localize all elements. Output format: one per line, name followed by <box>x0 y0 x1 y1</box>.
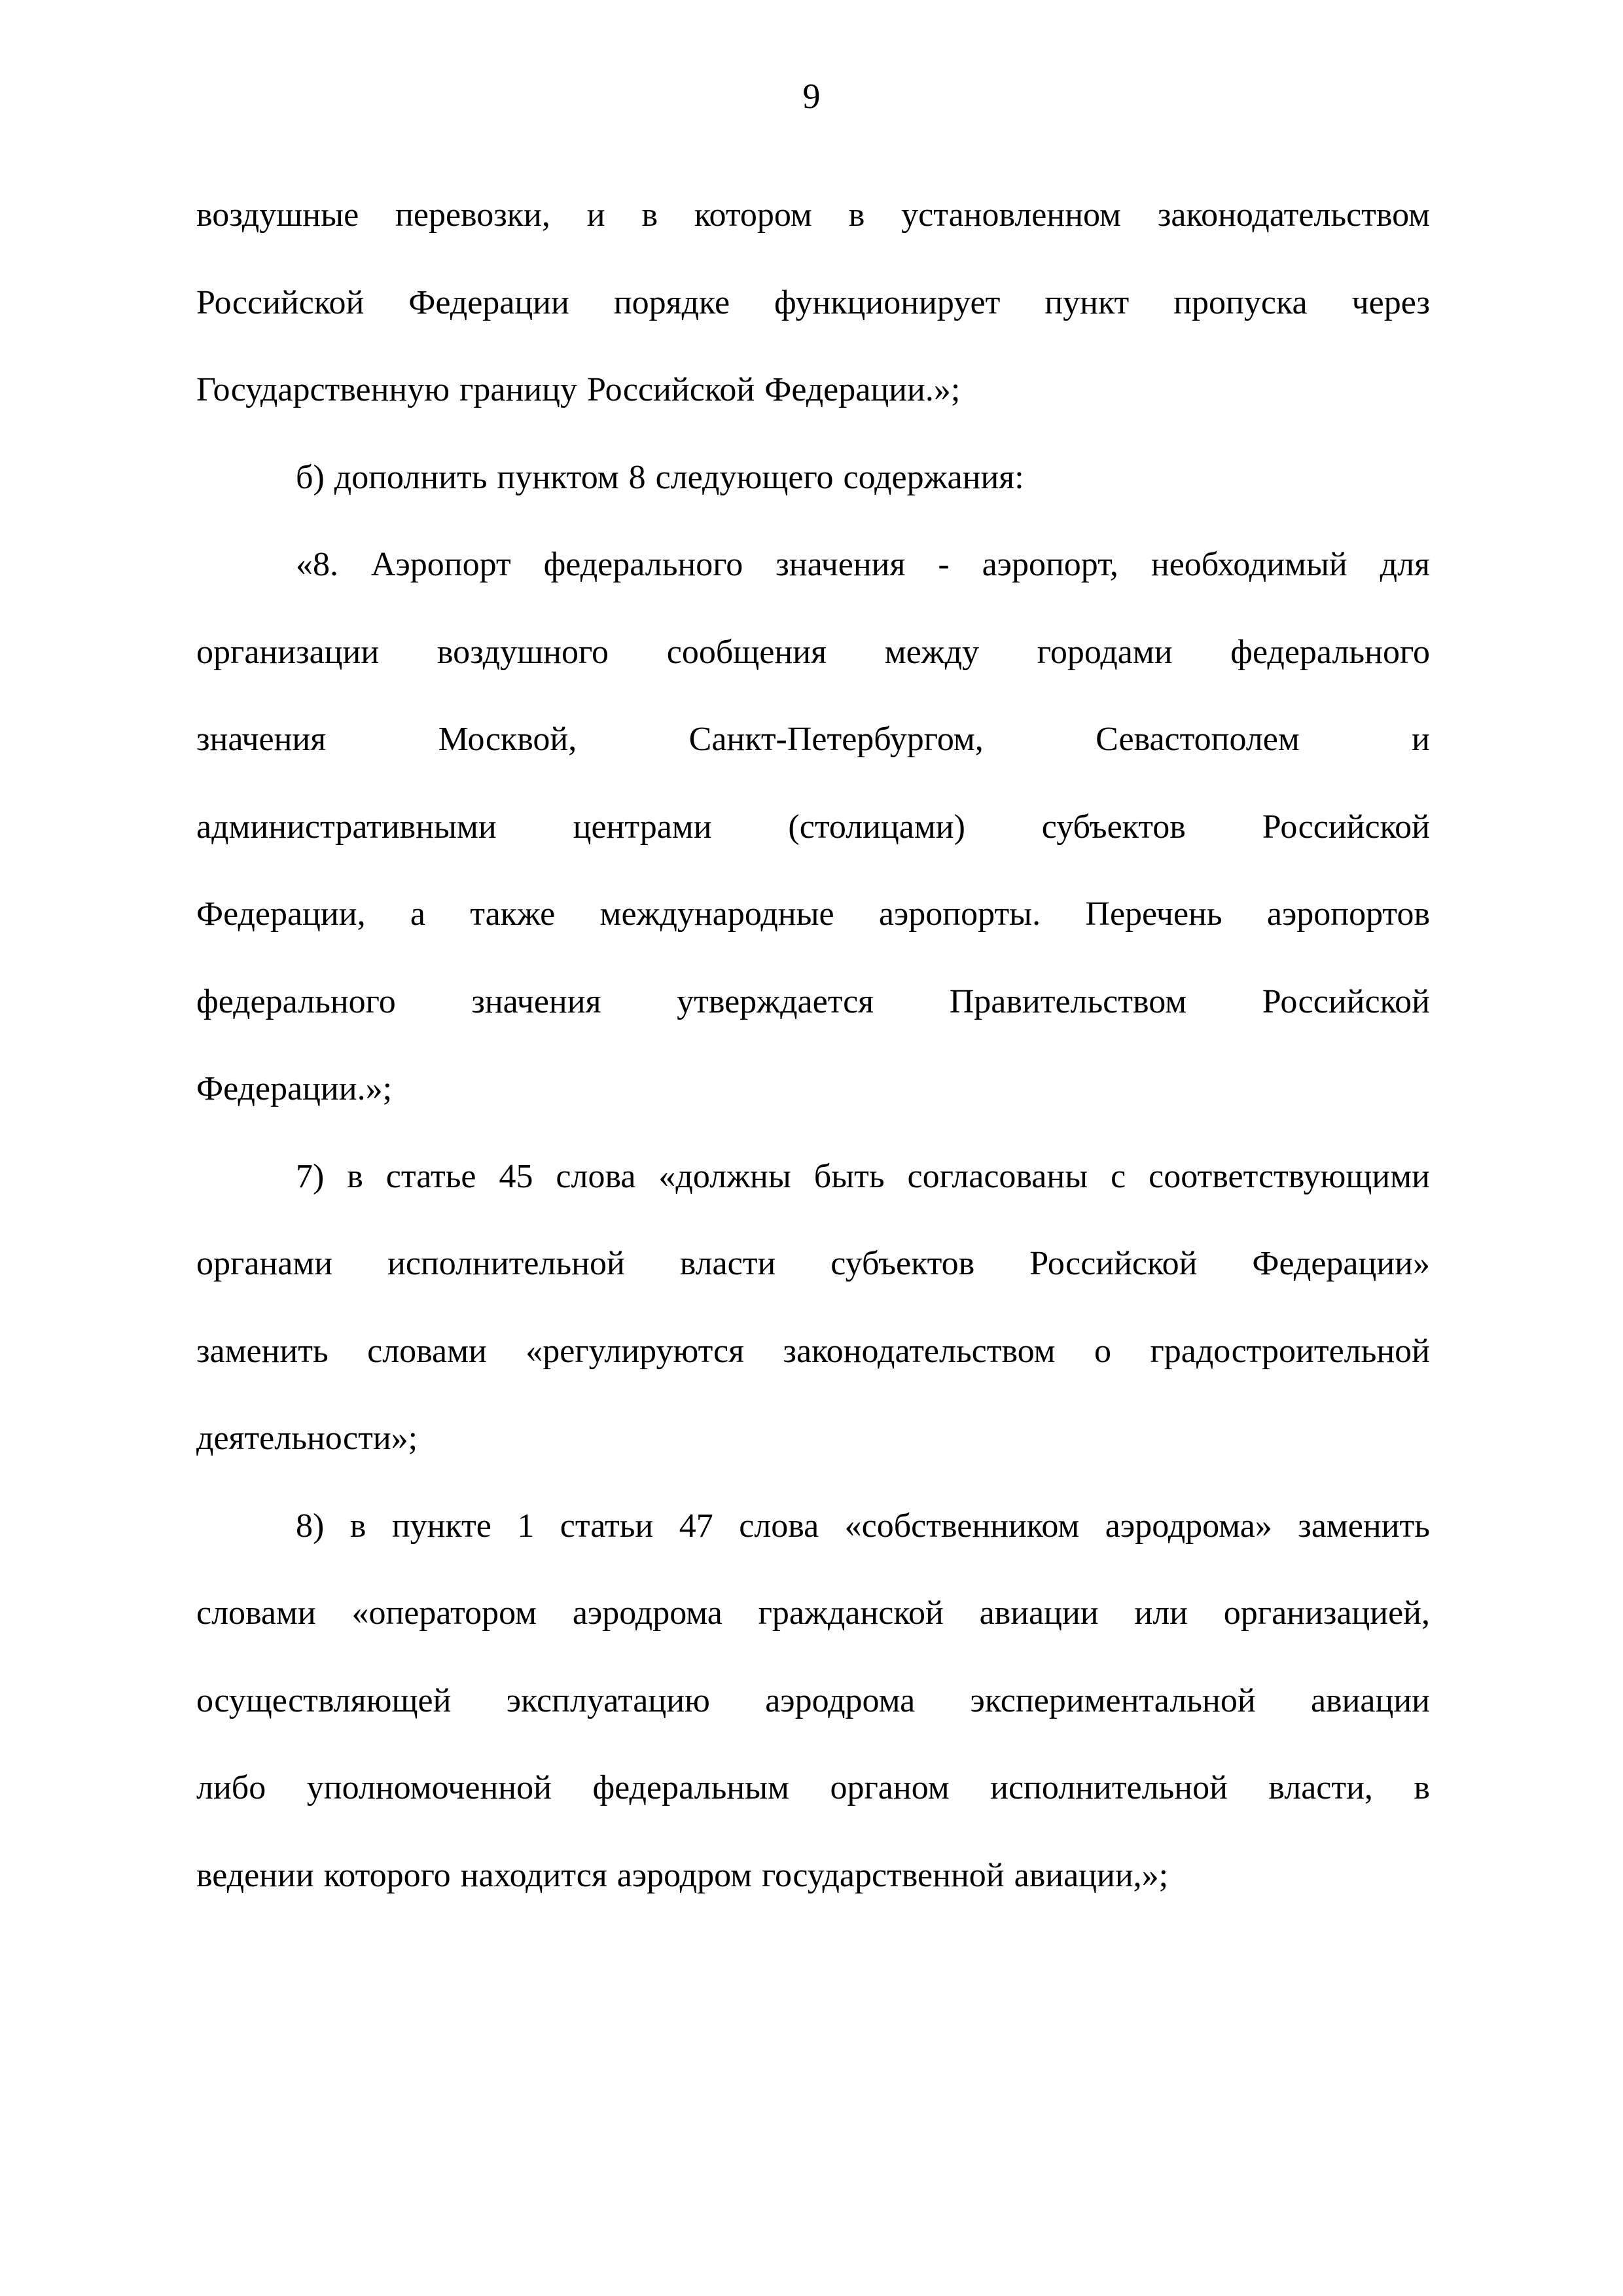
text-line: административными центрами (столицами) субъектов Российской <box>196 808 1430 846</box>
text-line: б) дополнить пунктом 8 следующего содержания: <box>296 458 1024 496</box>
text-line: заменить словами «регулируются законодательством о градостроительной <box>196 1332 1430 1370</box>
text-line: осуществляющей эксплуатацию аэродрома экспериментальной авиации <box>196 1681 1430 1719</box>
text-line: воздушные перевозки, и в котором в установленном законодательством <box>196 196 1430 234</box>
text-line: деятельности»; <box>196 1420 418 1457</box>
text-line: 7) в статье 45 слова «должны быть согласованы с соответствующими <box>296 1157 1430 1195</box>
page-number: 9 <box>802 77 821 116</box>
text-line: «8. Аэропорт федерального значения - аэропорт, необходимый для <box>296 546 1430 583</box>
text-line: Государственную границу Российской Федерации.»; <box>196 371 961 408</box>
text-line: Федерации.»; <box>196 1070 393 1107</box>
text-line: Федерации, а также международные аэропорты. Перечень аэропортов <box>196 895 1430 933</box>
text-line: значения Москвой, Санкт-Петербургом, Севастополем и <box>196 721 1430 758</box>
text-line: словами «оператором аэродрома гражданской авиации или организацией, <box>196 1594 1430 1632</box>
text-line: федерального значения утверждается Правительством Российской <box>196 982 1430 1020</box>
text-line: организации воздушного сообщения между городами федерального <box>196 633 1430 671</box>
text-line: Российской Федерации порядке функционирует пункт пропуска через <box>196 283 1430 321</box>
document-body <box>196 171 1430 1919</box>
text-line: либо уполномоченной федеральным органом исполнительной власти, в <box>196 1769 1430 1806</box>
text-line: ведении которого находится аэродром государственной авиации,»; <box>196 1856 1169 1894</box>
text-line: органами исполнительной власти субъектов Российской Федерации» <box>196 1245 1430 1282</box>
text-line: 8) в пункте 1 статьи 47 слова «собственником аэродрома» заменить <box>296 1507 1430 1545</box>
